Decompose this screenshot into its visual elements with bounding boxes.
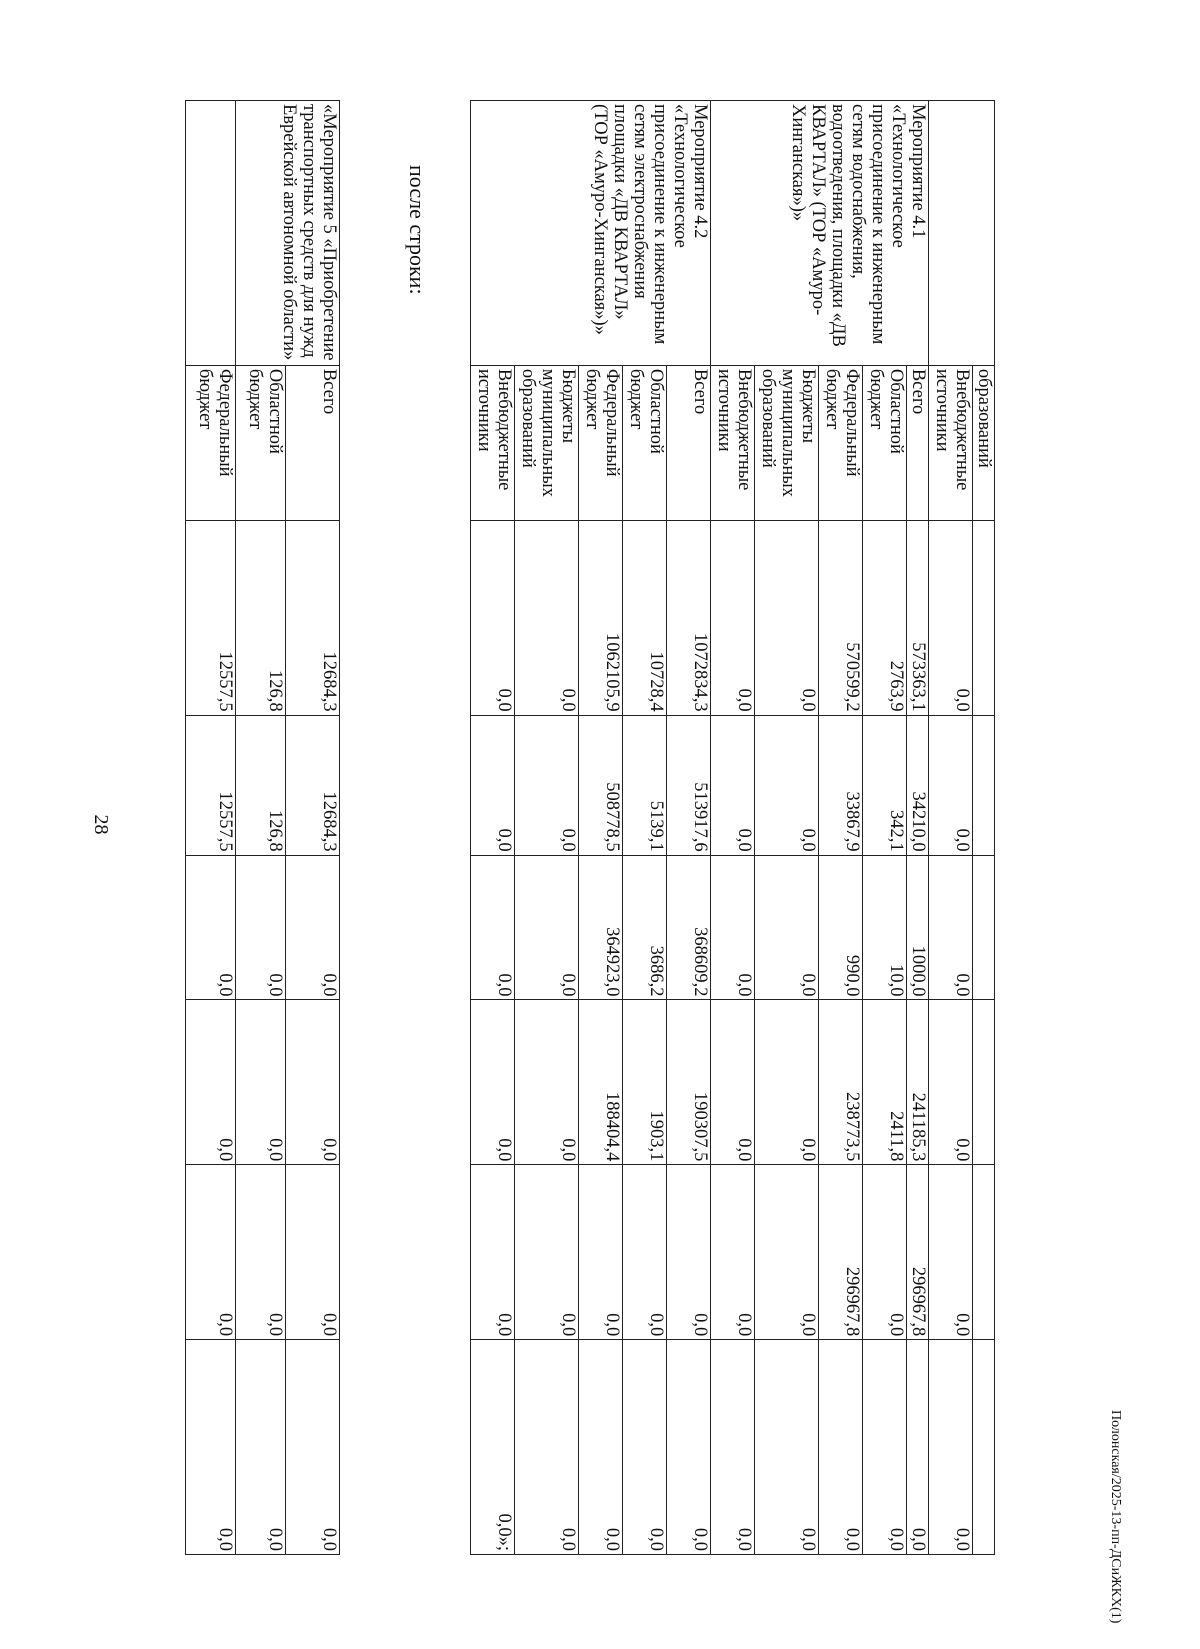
amount-cell: 0,0 [186,1000,236,1165]
amount-cell [973,520,995,715]
funding-source: Областной бюджет [863,365,907,520]
amount-cell: 0,0 [286,1000,340,1165]
amount-cell: 0,0 [471,1000,515,1165]
amount-cell: 126,8 [236,715,286,855]
amount-cell: 0,0 [236,1340,286,1555]
amount-cell: 0,0 [286,1165,340,1340]
amount-cell: 0,0 [755,520,819,715]
event-label: Мероприятие 4.2 «Технологическое присоединение к инженерным сетям электроснабжения площадки «ДВ КВАРТАЛ» (ТОР «Амуро-Хинганская»)» [471,101,711,366]
funding-source: Бюджеты муниципальных образований [515,365,579,520]
amount-cell: 513917,6 [667,715,711,855]
amount-cell: 0,0 [471,1165,515,1340]
amount-cell: 0,0 [471,520,515,715]
amount-cell: 0,0 [711,715,755,855]
amount-cell: 12684,3 [286,715,340,855]
amount-cell [973,1340,995,1555]
amount-cell: 1903,1 [623,1000,667,1165]
amount-cell: 12684,3 [286,520,340,715]
table-row [973,101,995,1555]
amount-cell: 0,0 [623,1340,667,1555]
funding-source: Всего [667,365,711,520]
amount-cell: 0,0 [755,1165,819,1340]
funding-source: Внебюджетные источники [711,365,755,520]
amount-cell: 0,0 [515,855,579,1000]
amount-cell: 0,0 [236,1000,286,1165]
footer-code: Полонская/2025-13-пп-ДСиЖКХ(1) [1108,1410,1123,1624]
amount-cell: 0,0 [755,1340,819,1555]
budget-table-continued [470,100,995,1555]
amount-cell: 0,0 [286,1340,340,1555]
amount-cell: 0,0 [711,520,755,715]
amount-cell: 0,0 [515,520,579,715]
amount-cell: 0,0 [863,1165,907,1340]
funding-source: Бюджеты муниципальных образований [755,365,819,520]
amount-cell: 0,0 [286,855,340,1000]
amount-cell: 0,0 [929,1165,973,1340]
table-row [286,101,340,1555]
amount-cell: 1062105,9 [579,520,623,715]
amount-cell: 0,0 [907,1340,929,1555]
funding-source: Федеральный бюджет [579,365,623,520]
amount-cell: 0,0 [515,1165,579,1340]
amount-cell: 508778,5 [579,715,623,855]
amount-cell: 0,0 [515,1340,579,1555]
amount-cell: 2411,8 [863,1000,907,1165]
table-row [186,101,236,1555]
amount-cell: 33867,9 [819,715,863,855]
amount-cell: 0,0 [929,520,973,715]
amount-cell: 10,0 [863,855,907,1000]
amount-cell: 126,8 [236,520,286,715]
after-line-text: после строки: [405,165,430,295]
event-label: «Мероприятие 5 «Приобретение транспортных средств для нужд Еврейской автономной области» [236,101,340,366]
amount-cell [973,715,995,855]
budget-table-event5 [185,100,340,1555]
funding-source: Внебюджетные источники [471,365,515,520]
amount-cell: 190307,5 [667,1000,711,1165]
amount-cell: 570599,2 [819,520,863,715]
funding-source: Областной бюджет [236,365,286,520]
amount-cell [973,1165,995,1340]
amount-cell: 0,0 [579,1165,623,1340]
amount-cell: 0,0 [929,715,973,855]
amount-cell: 0,0 [623,1165,667,1340]
amount-cell: 0,0 [711,1165,755,1340]
funding-source: Всего [286,365,340,520]
amount-cell: 0,0 [471,715,515,855]
amount-cell: 0,0 [755,855,819,1000]
funding-source: Всего [907,365,929,520]
amount-cell: 238773,5 [819,1000,863,1165]
page-number: 28 [90,814,112,835]
amount-cell: 0,0 [236,855,286,1000]
funding-source: Внебюджетные источники [929,365,973,520]
amount-cell: 0,0 [515,715,579,855]
amount-cell: 368609,2 [667,855,711,1000]
amount-cell: 0,0 [929,855,973,1000]
amount-cell: 12557,5 [186,715,236,855]
table-row [667,101,711,1555]
amount-cell: 0,0 [755,715,819,855]
amount-cell: 188404,4 [579,1000,623,1165]
funding-source: Федеральный бюджет [819,365,863,520]
funding-source: образований [973,365,995,520]
amount-cell: 5139,1 [623,715,667,855]
event-label: Мероприятие 4.1 «Технологическое присоединение к инженерным сетям водоснабжения, водоотведения, площадки «ДВ КВАРТАЛ» (ТОР «Амуро-Хинганская»)» [711,101,929,366]
amount-cell: 573363,1 [907,520,929,715]
amount-cell [973,855,995,1000]
amount-cell: 342,1 [863,715,907,855]
amount-cell: 0,0 [236,1165,286,1340]
amount-cell: 0,0 [819,1340,863,1555]
amount-cell: 1000,0 [907,855,929,1000]
amount-cell: 0,0 [667,1165,711,1340]
amount-cell: 0,0 [667,1340,711,1555]
amount-cell: 0,0 [929,1000,973,1165]
amount-cell: 1072834,3 [667,520,711,715]
event-label [929,101,995,366]
amount-cell: 0,0»; [471,1340,515,1555]
amount-cell: 0,0 [929,1340,973,1555]
amount-cell: 0,0 [755,1000,819,1165]
amount-cell: 34210,0 [907,715,929,855]
amount-cell: 0,0 [711,855,755,1000]
amount-cell: 296967,8 [819,1165,863,1340]
amount-cell: 2763,9 [863,520,907,715]
amount-cell: 0,0 [579,1340,623,1555]
amount-cell [973,1000,995,1165]
amount-cell: 0,0 [711,1340,755,1555]
amount-cell: 0,0 [471,855,515,1000]
amount-cell: 364923,0 [579,855,623,1000]
table-row [907,101,929,1555]
empty-label-cell [186,101,236,366]
amount-cell: 0,0 [186,1165,236,1340]
amount-cell: 296967,8 [907,1165,929,1340]
amount-cell: 3686,2 [623,855,667,1000]
amount-cell: 0,0 [186,1340,236,1555]
funding-source: Федеральный бюджет [186,365,236,520]
amount-cell: 241185,3 [907,1000,929,1165]
amount-cell: 10728,4 [623,520,667,715]
amount-cell: 0,0 [186,855,236,1000]
amount-cell: 12557,5 [186,520,236,715]
amount-cell: 0,0 [711,1000,755,1165]
amount-cell: 0,0 [863,1340,907,1555]
funding-source: Областной бюджет [623,365,667,520]
amount-cell: 990,0 [819,855,863,1000]
amount-cell: 0,0 [515,1000,579,1165]
